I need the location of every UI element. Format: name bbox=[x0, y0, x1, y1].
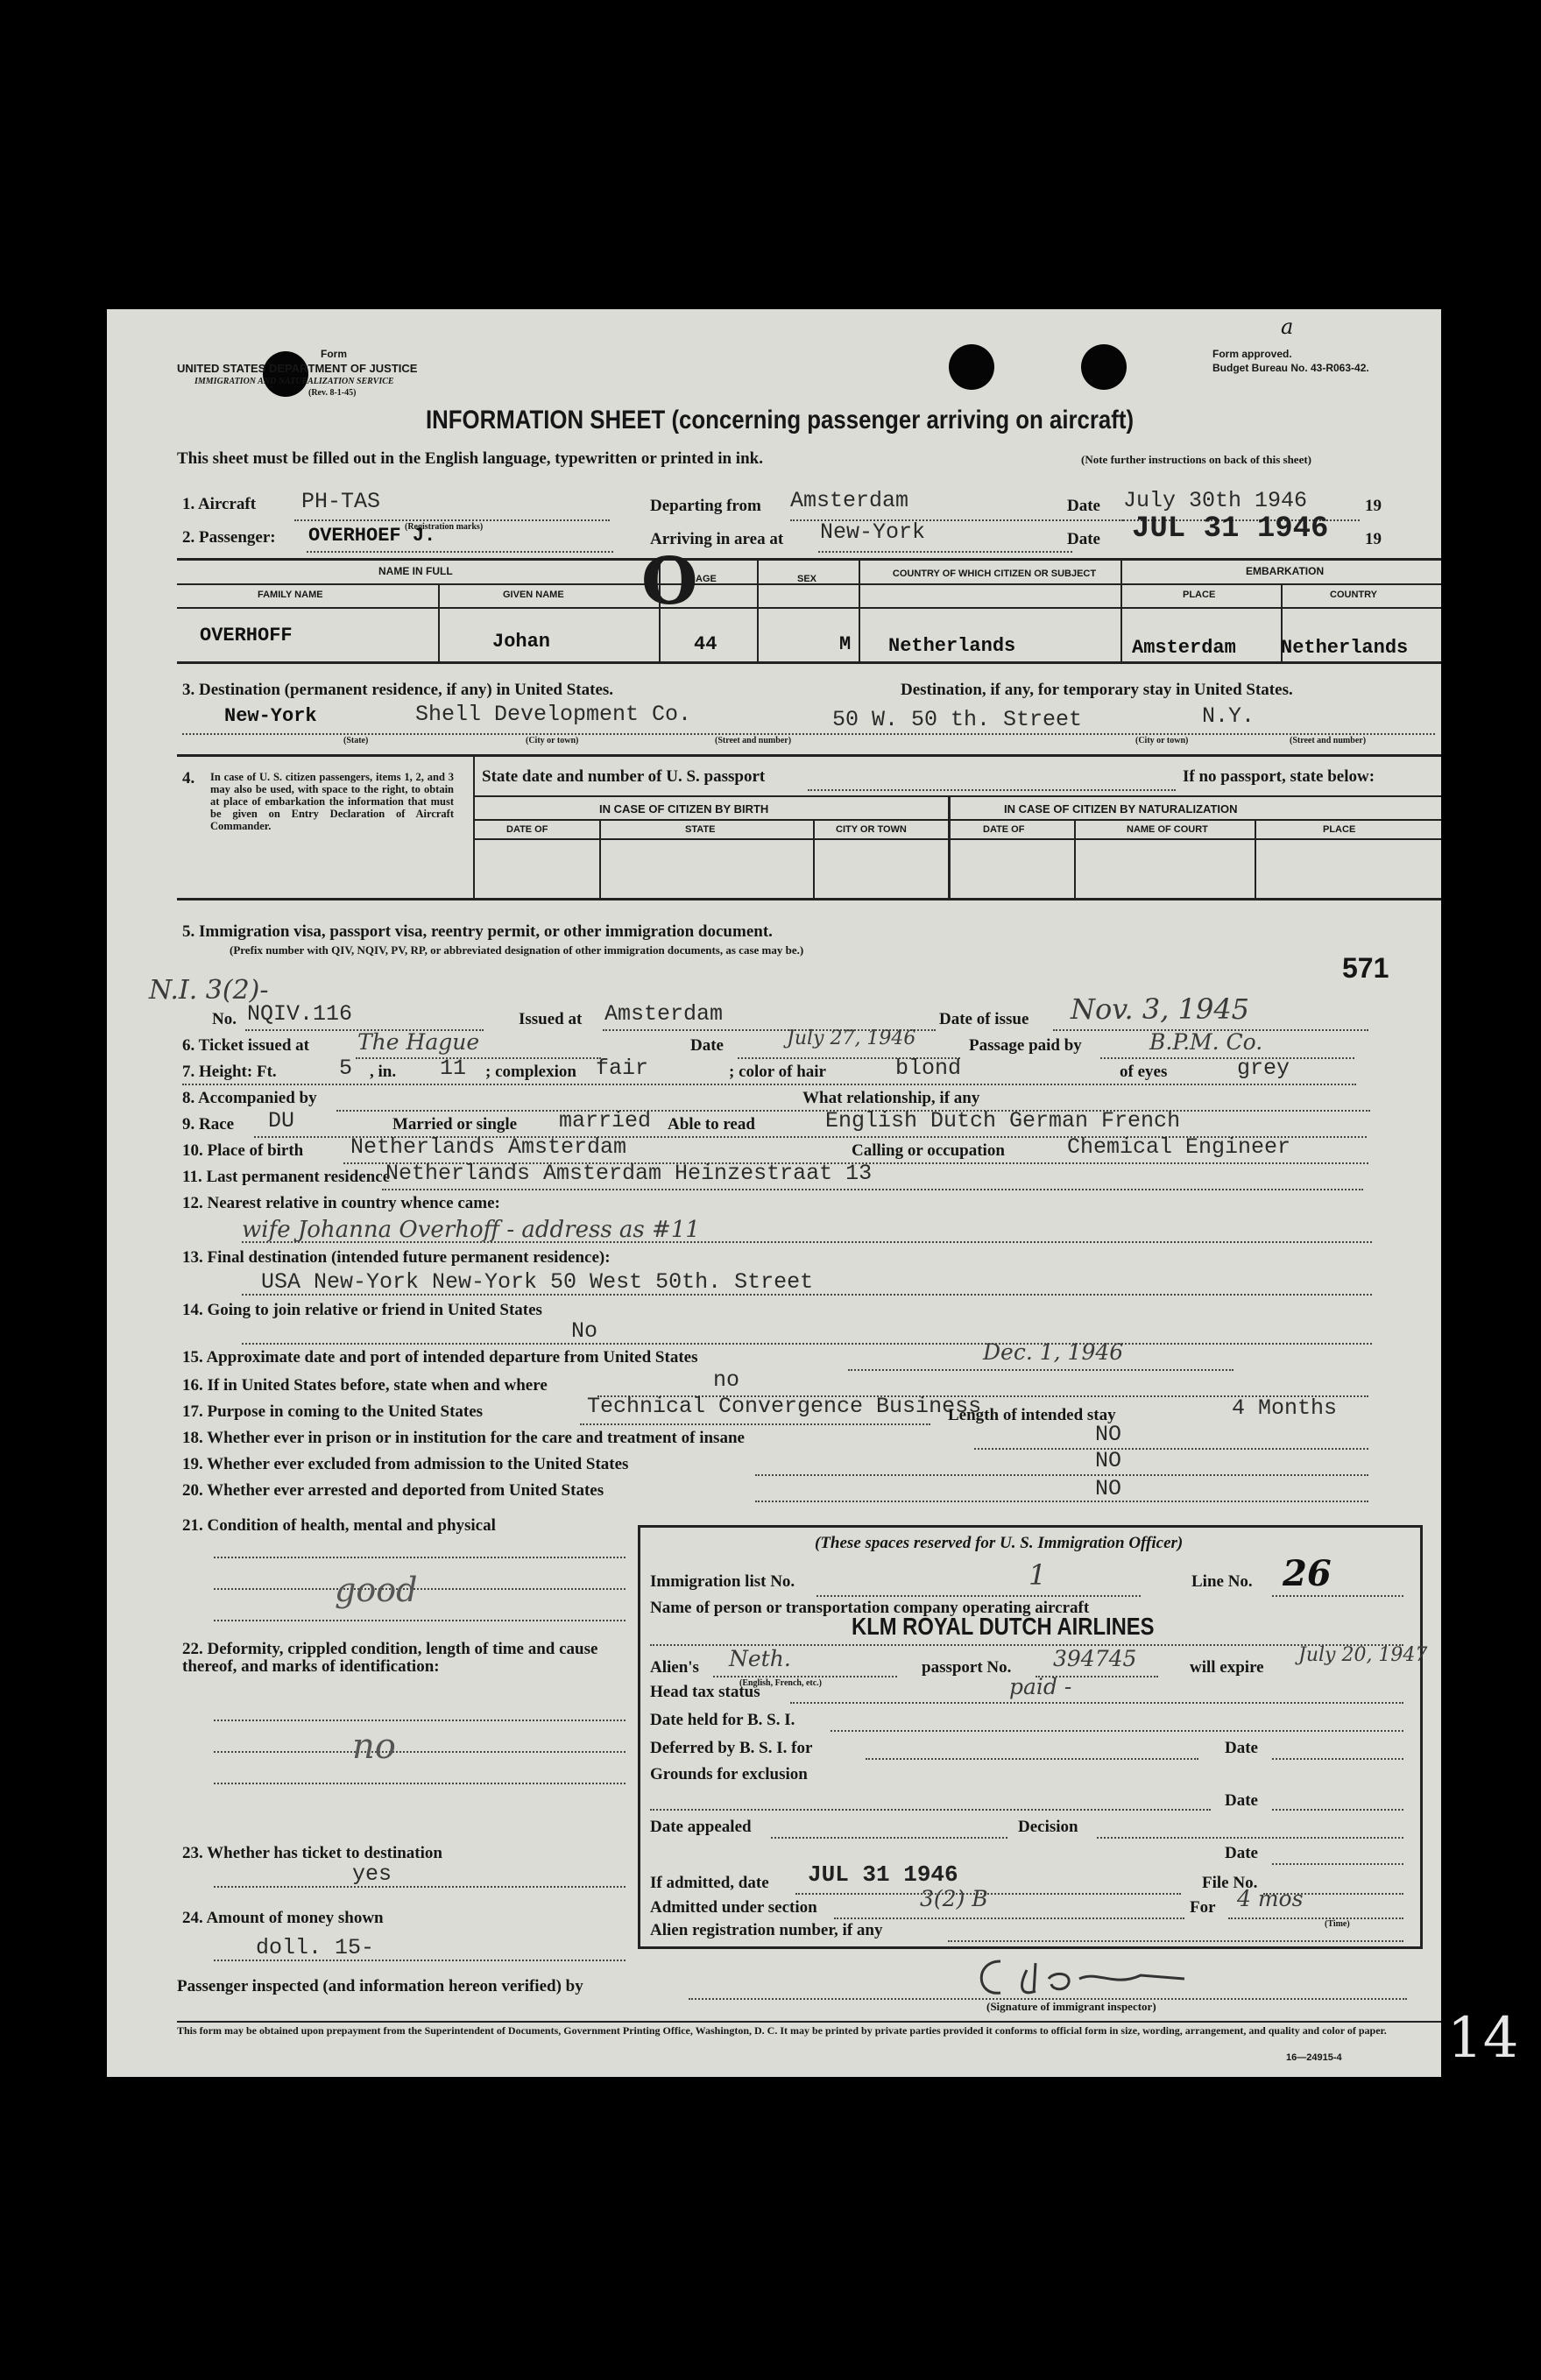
aliens-label: Alien's bbox=[650, 1658, 699, 1677]
passport-state-label: State date and number of U. S. passport bbox=[482, 767, 766, 786]
issued-at-value: Amsterdam bbox=[604, 1001, 724, 1027]
punch-hole-center bbox=[949, 344, 994, 390]
f7-in: 11 bbox=[440, 1056, 467, 1081]
f6-paid-value: B.P.M. Co. bbox=[1149, 1029, 1263, 1055]
f21-value: good bbox=[335, 1571, 418, 1609]
nat-header: IN CASE OF CITIZEN BY NATURALIZATION bbox=[1004, 802, 1238, 816]
inspector-signature bbox=[965, 1953, 1193, 2005]
punch-hole-right bbox=[1081, 344, 1127, 390]
headtax-value: paid - bbox=[1009, 1674, 1072, 1699]
date2-year: 19 bbox=[1365, 530, 1382, 548]
f14-label: 14. Going to join relative or friend in United States bbox=[182, 1301, 542, 1319]
registration-marks-caption: (Registration marks) bbox=[405, 522, 484, 532]
aircraft-value: PH-TAS bbox=[301, 489, 381, 514]
visa-no-label: No. bbox=[212, 1010, 237, 1028]
col-place: PLACE bbox=[1323, 824, 1356, 835]
f22-label: 22. Deformity, crippled condition, length of time and cause thereof, and marks of identification: bbox=[182, 1640, 598, 1676]
f7-ft: 5 bbox=[339, 1056, 353, 1081]
f9-read-label: Able to read bbox=[668, 1115, 755, 1134]
header-country: COUNTRY OF WHICH CITIZEN OR SUBJECT bbox=[892, 569, 1097, 579]
file-label: File No. bbox=[1202, 1874, 1258, 1892]
page-number: 14 bbox=[1447, 2006, 1519, 2071]
sub-city: (City or town) bbox=[526, 736, 579, 745]
destination-city: N.Y. bbox=[1202, 703, 1255, 729]
f22-value: no bbox=[352, 1727, 396, 1767]
country-value: Netherlands bbox=[1281, 637, 1409, 659]
company-value: KLM ROYAL DUTCH AIRLINES bbox=[852, 1613, 1155, 1640]
for-value: 4 mos bbox=[1237, 1886, 1304, 1911]
date1-value: July 30th 1946 bbox=[1123, 488, 1308, 513]
footer-text: This form may be obtained upon prepayment from the Superintendent of Documents, Government Printing Office, Washington, D. C. It may be printed by private parties provided it conforms to official form in size, wording, arrangement, and quality and color of paper. bbox=[177, 2024, 1387, 2037]
agency-line2: IMMIGRATION AND NATURALIZATION SERVICE bbox=[194, 377, 394, 386]
passport-no-value: 394745 bbox=[1053, 1646, 1137, 1671]
list-label: Immigration list No. bbox=[650, 1572, 795, 1591]
f23-label: 23. Whether has ticket to destination bbox=[182, 1844, 442, 1862]
aliens-value: Neth. bbox=[729, 1646, 791, 1671]
f9-label: 9. Race bbox=[182, 1115, 235, 1134]
f11-value: Netherlands Amsterdam Heinzestraat 13 bbox=[385, 1161, 873, 1186]
date-issue-value: Nov. 3, 1945 bbox=[1071, 992, 1250, 1026]
section-label: Admitted under section bbox=[650, 1898, 817, 1917]
officer-box-title: (These spaces reserved for U. S. Immigration Officer) bbox=[815, 1534, 1184, 1552]
header-family: FAMILY NAME bbox=[258, 590, 323, 600]
deferred-date-label: Date bbox=[1225, 1739, 1258, 1757]
passport-note: In case of U. S. citizen passengers, items 1, 2, and 3 may also be used, with space to the right, to obtain at place of embarkation the information that must be given on Entry Declaration of Aircraft Commander. bbox=[210, 771, 454, 832]
f6-paid-label: Passage paid by bbox=[969, 1036, 1082, 1055]
visa-no-value: NQIV.116 bbox=[247, 1001, 353, 1027]
decision-label: Decision bbox=[1018, 1818, 1078, 1836]
f8-label: 8. Accompanied by bbox=[182, 1089, 317, 1107]
col-state: STATE bbox=[685, 824, 716, 835]
f9-read: English Dutch German French bbox=[825, 1108, 1181, 1134]
age-value: 44 bbox=[694, 633, 717, 655]
header-country2: COUNTRY bbox=[1330, 590, 1377, 600]
f21-label: 21. Condition of health, mental and physical bbox=[182, 1516, 496, 1535]
departing-value: Amsterdam bbox=[790, 488, 909, 513]
visa-label: 5. Immigration visa, passport visa, reentry permit, or other immigration document. bbox=[182, 922, 773, 941]
family-value: OVERHOFF bbox=[200, 625, 293, 646]
f10-label: 10. Place of birth bbox=[182, 1141, 304, 1160]
f11-label: 11. Last permanent residence bbox=[182, 1168, 391, 1186]
f12-value: wife Johanna Overhoff - address as #11 bbox=[242, 1217, 700, 1243]
destination-street: 50 W. 50 th. Street bbox=[832, 707, 1083, 732]
form-label: Form bbox=[321, 348, 347, 360]
time-sub: (Time) bbox=[1325, 1919, 1350, 1929]
f10-calling-label: Calling or occupation bbox=[852, 1141, 1005, 1160]
given-annotation: O bbox=[641, 544, 698, 619]
f7-eyes-label: of eyes bbox=[1120, 1063, 1168, 1081]
f9-value: DU bbox=[268, 1108, 295, 1134]
f7-label: 7. Height: Ft. bbox=[182, 1063, 277, 1081]
f13-value: USA New-York New-York 50 West 50th. Street bbox=[261, 1269, 814, 1295]
passenger-label: 2. Passenger: bbox=[182, 528, 276, 547]
f7-hair-label: ; color of hair bbox=[729, 1063, 826, 1081]
revision: (Rev. 8-1-45) bbox=[308, 388, 357, 398]
f15-label: 15. Approximate date and port of intended departure from United States bbox=[182, 1348, 698, 1367]
footer-code: 16—24915-4 bbox=[1286, 2052, 1342, 2063]
approval-line1: Form approved. bbox=[1212, 348, 1292, 360]
f18-value: NO bbox=[1095, 1422, 1122, 1447]
corner-mark: a bbox=[1281, 314, 1294, 339]
agency-line1: UNITED STATES DEPARTMENT OF JUSTICE bbox=[177, 362, 418, 375]
destination-state: New-York bbox=[224, 705, 317, 727]
departing-label: Departing from bbox=[650, 497, 761, 515]
passport-num: 4. bbox=[182, 769, 195, 787]
f7-eyes: grey bbox=[1237, 1056, 1290, 1081]
destination-company: Shell Development Co. bbox=[415, 702, 692, 727]
f7-hair: blond bbox=[895, 1056, 962, 1081]
f19-label: 19. Whether ever excluded from admission to the United States bbox=[182, 1455, 629, 1473]
citizen-value: Netherlands bbox=[888, 635, 1016, 657]
f19-value: NO bbox=[1095, 1448, 1122, 1473]
expire-value: July 20, 1947 bbox=[1298, 1644, 1428, 1666]
f17-stay-label: Length of intended stay bbox=[948, 1406, 1116, 1424]
company-label: Name of person or transportation company operating aircraft bbox=[650, 1599, 1090, 1617]
grounds-label: Grounds for exclusion bbox=[650, 1765, 808, 1783]
f24-value: doll. 15- bbox=[256, 1935, 375, 1960]
f24-label: 24. Amount of money shown bbox=[182, 1909, 384, 1927]
signature-caption: (Signature of immigrant inspector) bbox=[986, 2000, 1156, 2013]
f10-calling: Chemical Engineer bbox=[1067, 1134, 1291, 1160]
admitted-stamp: JUL 31 1946 bbox=[808, 1861, 958, 1888]
f7-complexion-label: ; complexion bbox=[485, 1063, 576, 1081]
expire-label: will expire bbox=[1190, 1658, 1264, 1677]
for-label: For bbox=[1190, 1898, 1216, 1917]
aliens-sub: (English, French, etc.) bbox=[739, 1678, 822, 1688]
sex-value: M bbox=[839, 633, 852, 655]
no-passport-label: If no passport, state below: bbox=[1183, 767, 1375, 786]
sub-city2: (City or town) bbox=[1135, 736, 1189, 745]
passport-no-label: passport No. bbox=[922, 1658, 1012, 1677]
f8-rel-label: What relationship, if any bbox=[802, 1089, 980, 1107]
visa-hand-prefix: N.I. 3(2)- bbox=[149, 975, 269, 1006]
given-value: Johan bbox=[492, 631, 551, 653]
admitted-label: If admitted, date bbox=[650, 1874, 769, 1892]
headtax-label: Head tax status bbox=[650, 1683, 760, 1701]
section-value: 3(2) B bbox=[920, 1886, 988, 1911]
f20-value: NO bbox=[1095, 1476, 1122, 1501]
f13-label: 13. Final destination (intended future permanent residence): bbox=[182, 1248, 611, 1267]
f18-label: 18. Whether ever in prison or in institution for the care and treatment of insane bbox=[182, 1429, 745, 1447]
birth-header: IN CASE OF CITIZEN BY BIRTH bbox=[599, 802, 769, 816]
visa-number-571: 571 bbox=[1342, 952, 1389, 984]
place-value: Amsterdam bbox=[1132, 637, 1236, 659]
col-city: CITY OR TOWN bbox=[836, 824, 907, 835]
f7-in-label: , in. bbox=[370, 1063, 397, 1081]
f16-value: no bbox=[713, 1367, 740, 1393]
arriving-label: Arriving in area at bbox=[650, 530, 784, 548]
date-issue-label: Date of issue bbox=[939, 1010, 1029, 1028]
f6-value: The Hague bbox=[357, 1029, 480, 1055]
col-court: NAME OF COURT bbox=[1127, 824, 1208, 835]
f9-married-label: Married or single bbox=[392, 1115, 518, 1134]
line-value: 26 bbox=[1283, 1553, 1332, 1594]
list-value: 1 bbox=[1029, 1558, 1047, 1592]
col-date: DATE OF bbox=[506, 824, 548, 835]
f17-label: 17. Purpose in coming to the United States bbox=[182, 1402, 484, 1421]
f9-married: married bbox=[559, 1108, 652, 1134]
col-date2: DATE OF bbox=[983, 824, 1025, 835]
f10-value: Netherlands Amsterdam bbox=[350, 1134, 627, 1160]
issued-at-label: Issued at bbox=[519, 1010, 583, 1028]
form-title: INFORMATION SHEET (concerning passenger arriving on aircraft) bbox=[426, 406, 1135, 434]
f17-stay: 4 Months bbox=[1232, 1395, 1338, 1421]
instructions-left: This sheet must be filled out in the English language, typewritten or printed in ink. bbox=[177, 449, 763, 468]
visa-sub: (Prefix number with QIV, NQIV, PV, RP, or abbreviated designation of other immigration documents, as case may be.) bbox=[230, 943, 804, 957]
f17-value: Technical Convergence Business bbox=[587, 1394, 982, 1419]
f14-value: No bbox=[571, 1318, 598, 1344]
f6-date-value: July 27, 1946 bbox=[787, 1028, 916, 1049]
sub-state: (State) bbox=[343, 736, 369, 745]
deferred-label: Deferred by B. S. I. for bbox=[650, 1739, 813, 1757]
date2-label: Date bbox=[1067, 530, 1100, 548]
f6-label: 6. Ticket issued at bbox=[182, 1036, 309, 1055]
appealed-date-label: Date bbox=[1225, 1844, 1258, 1862]
header-age: AGE bbox=[696, 574, 717, 584]
sub-street: (Street and number) bbox=[715, 736, 792, 745]
f20-label: 20. Whether ever arrested and deported from United States bbox=[182, 1481, 604, 1500]
sub-street2: (Street and number) bbox=[1290, 736, 1367, 745]
destination-label: 3. Destination (permanent residence, if any) in United States. bbox=[182, 681, 614, 699]
grounds-date-label: Date bbox=[1225, 1791, 1258, 1810]
inspected-label: Passenger inspected (and information hereon verified) by bbox=[177, 1977, 583, 1995]
date2-stamp: JUL 31 1946 bbox=[1132, 512, 1329, 546]
header-sex: SEX bbox=[797, 574, 817, 584]
aircraft-label: 1. Aircraft bbox=[182, 495, 257, 513]
header-embarkation: EMBARKATION bbox=[1246, 565, 1325, 577]
line-label: Line No. bbox=[1191, 1572, 1253, 1591]
date1-year: 19 bbox=[1365, 497, 1382, 515]
destination-label-right: Destination, if any, for temporary stay in United States. bbox=[901, 681, 1293, 699]
date1-label: Date bbox=[1067, 497, 1100, 515]
f16-label: 16. If in United States before, state when and where bbox=[182, 1376, 548, 1395]
arriving-value: New-York bbox=[820, 519, 926, 545]
f12-label: 12. Nearest relative in country whence came: bbox=[182, 1194, 500, 1212]
f15-value: Dec. 1, 1946 bbox=[983, 1339, 1124, 1365]
appealed-label: Date appealed bbox=[650, 1818, 752, 1836]
f7-complexion: fair bbox=[596, 1056, 649, 1081]
held-label: Date held for B. S. I. bbox=[650, 1711, 795, 1729]
form-sheet bbox=[107, 309, 1441, 2077]
f6-date-label: Date bbox=[690, 1036, 724, 1055]
passenger-value: OVERHOEF J. bbox=[308, 525, 436, 547]
instructions-right: (Note further instructions on back of this sheet) bbox=[1081, 453, 1311, 466]
header-name-in-full: NAME IN FULL bbox=[378, 565, 453, 577]
alien-reg-label: Alien registration number, if any bbox=[650, 1921, 883, 1939]
header-given: GIVEN NAME bbox=[503, 590, 564, 600]
f23-value: yes bbox=[352, 1861, 392, 1887]
approval-line2: Budget Bureau No. 43-R063-42. bbox=[1212, 362, 1369, 374]
header-place: PLACE bbox=[1183, 590, 1216, 600]
